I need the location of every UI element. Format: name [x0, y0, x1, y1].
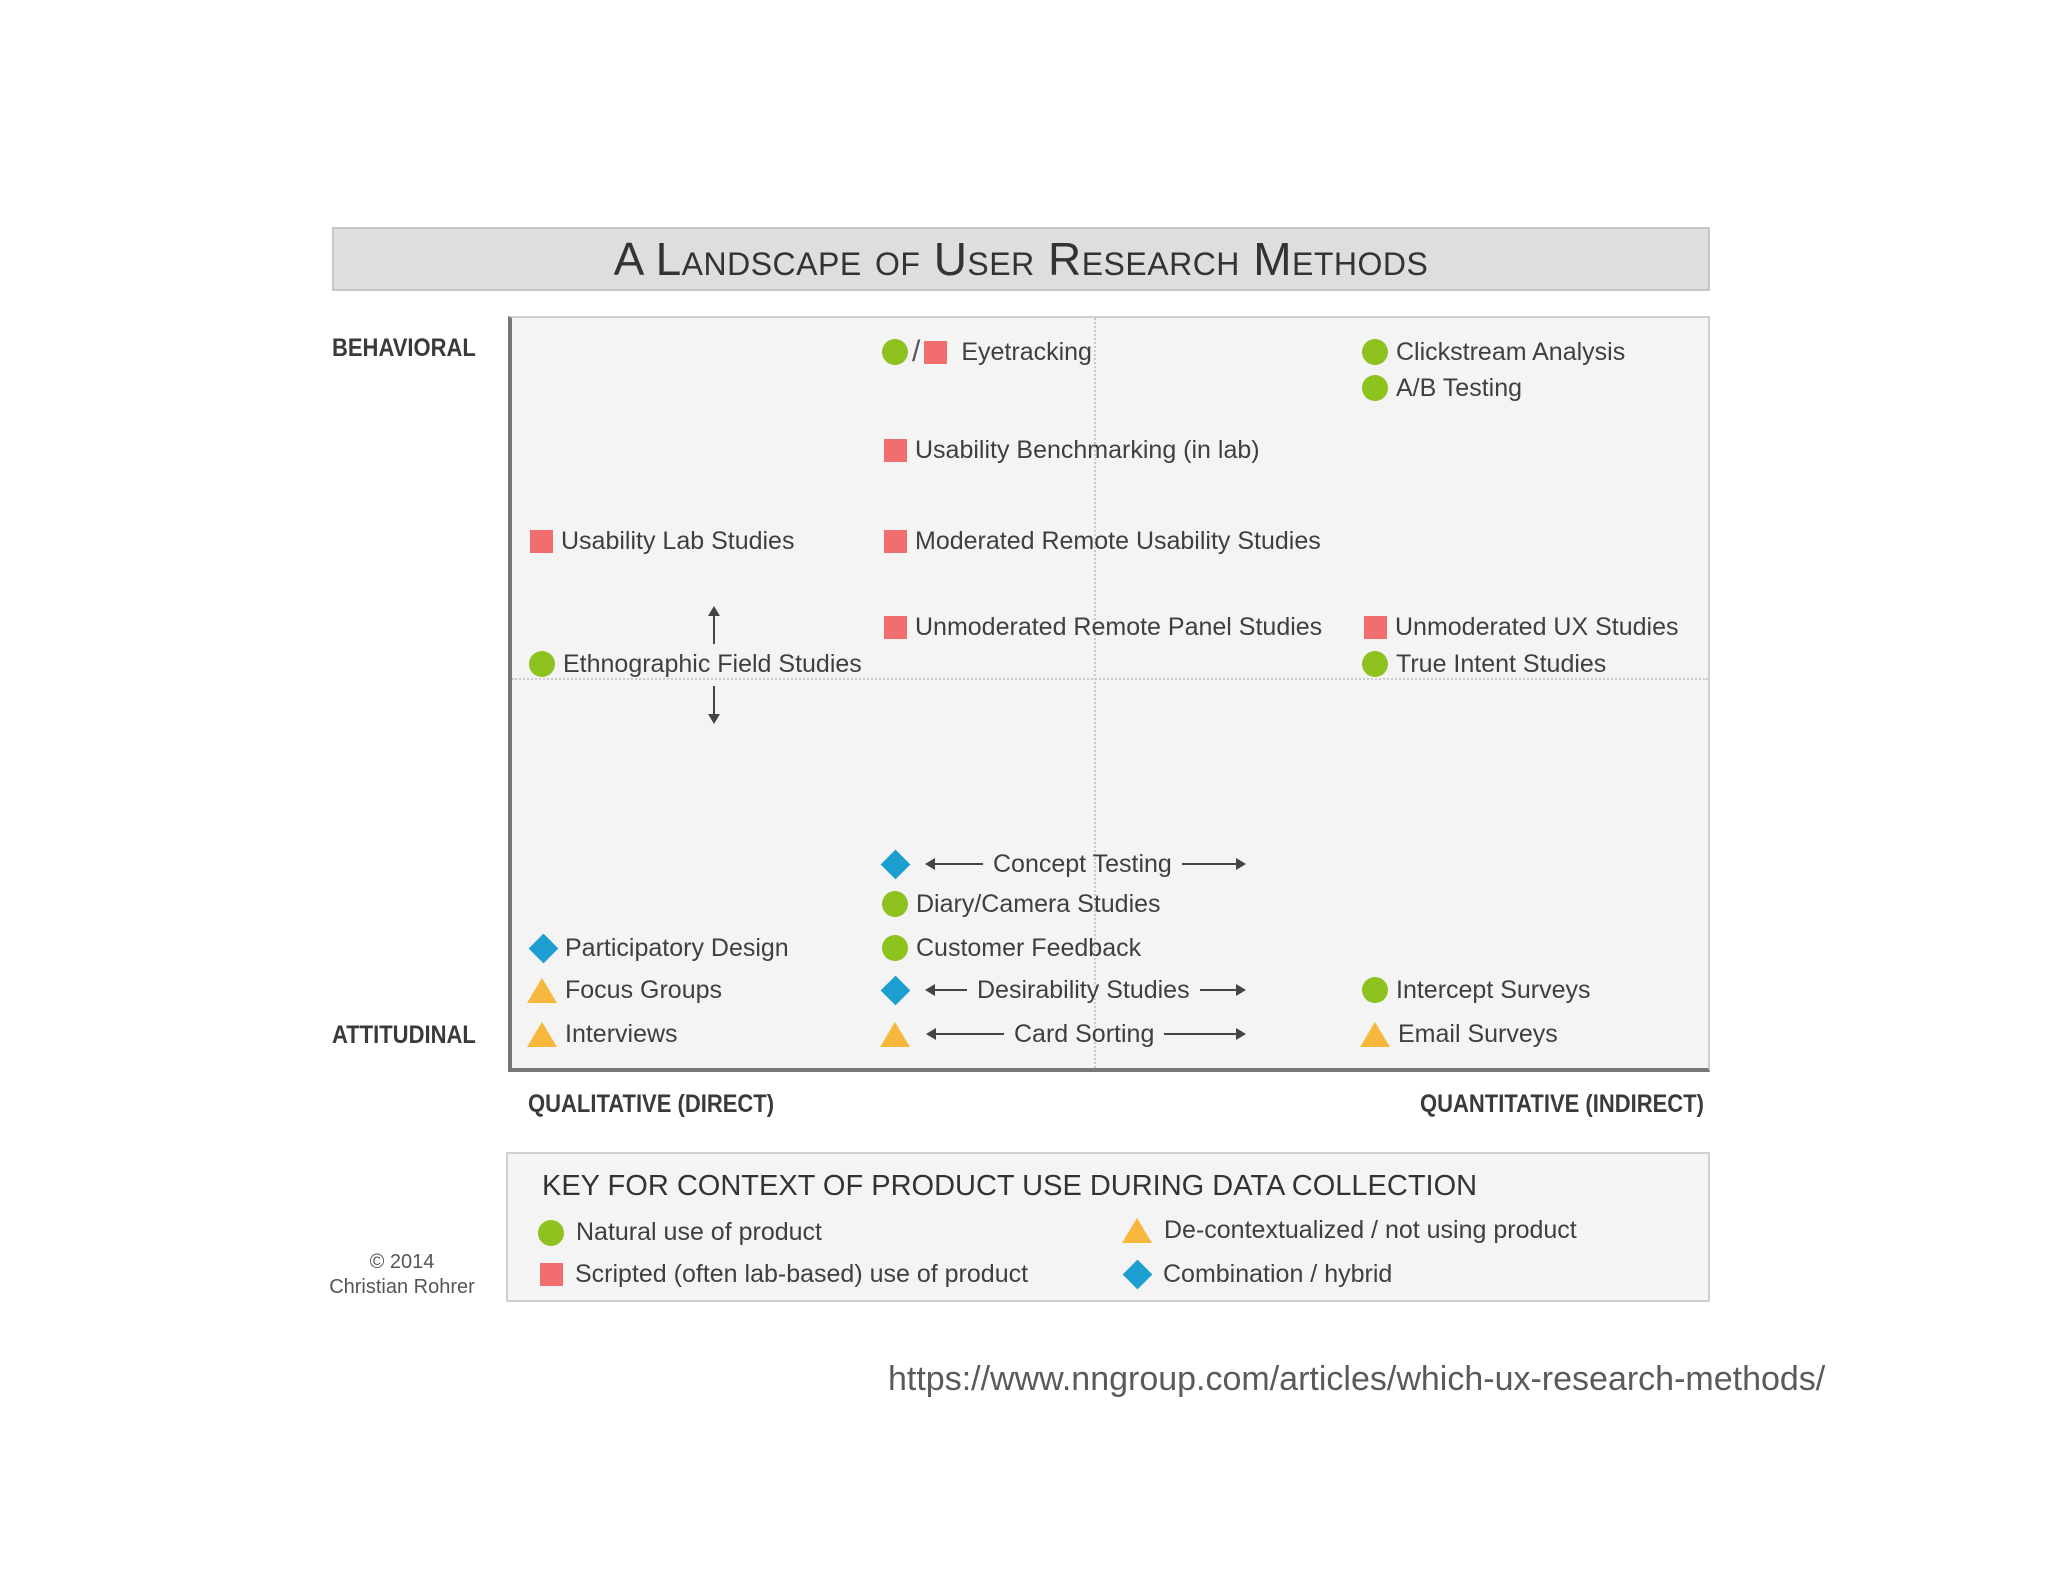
up-arrow-icon: [713, 612, 715, 644]
copyright-author: Christian Rohrer: [329, 1276, 475, 1298]
scripted-square-icon: [924, 341, 947, 364]
method-label: Ethnographic Field Studies: [563, 649, 862, 678]
method-ethnographic: [529, 647, 862, 681]
key-item-combination: [1124, 1260, 1392, 1289]
method-focus-groups: [527, 973, 722, 1007]
natural-circle-icon: [882, 891, 908, 917]
method-clickstream: [1362, 335, 1625, 369]
method-interviews: [527, 1017, 678, 1051]
method-ab-testing: [1362, 371, 1522, 405]
source-url[interactable]: https://www.nngroup.com/articles/which-ux-research-methods/: [888, 1360, 1826, 1398]
right-arrow-icon: [1164, 1033, 1244, 1035]
down-arrow-icon: [713, 686, 715, 718]
diagram-title: A Landscape of User Research Methods: [613, 233, 1429, 285]
method-desirability: [882, 973, 1254, 1007]
right-arrow-icon: [1200, 989, 1244, 991]
method-email-surveys: [1360, 1017, 1558, 1051]
key-label: Combination / hybrid: [1163, 1260, 1393, 1288]
method-label: Diary/Camera Studies: [916, 889, 1161, 918]
method-label: Focus Groups: [565, 975, 723, 1004]
slash-separator: /: [912, 335, 921, 368]
copyright-notice: [312, 1250, 492, 1300]
right-arrow-icon: [1182, 863, 1244, 865]
method-concept-testing: [882, 847, 1254, 881]
method-unmoderated-ux: [1364, 610, 1678, 644]
method-unmoderated-panel: [884, 610, 1322, 644]
method-label: Usability Benchmarking (in lab): [915, 435, 1260, 464]
scripted-square-icon: [884, 616, 907, 639]
natural-circle-icon: [538, 1220, 564, 1246]
decontextualized-triangle-icon: [1360, 1022, 1390, 1047]
decontextualized-triangle-icon: [527, 978, 557, 1003]
method-card-sorting: [880, 1017, 1254, 1051]
method-label: Unmoderated UX Studies: [1395, 612, 1679, 641]
combination-diamond-icon: [881, 849, 911, 879]
natural-circle-icon: [1362, 977, 1388, 1003]
left-arrow-icon: [928, 1033, 1004, 1035]
method-label: Desirability Studies: [977, 975, 1190, 1004]
method-label: Customer Feedback: [916, 933, 1142, 962]
method-label: Interviews: [565, 1019, 678, 1048]
natural-circle-icon: [529, 651, 555, 677]
scripted-square-icon: [540, 1263, 563, 1286]
method-moderated-remote: [884, 524, 1321, 558]
copyright-year: © 2014: [369, 1251, 435, 1273]
method-usability-benchmarking: [884, 433, 1260, 467]
method-label: True Intent Studies: [1396, 649, 1607, 678]
method-label: Email Surveys: [1398, 1019, 1558, 1048]
scripted-square-icon: [884, 439, 907, 462]
key-item-scripted: [540, 1260, 1028, 1289]
method-intercept-surveys: [1362, 973, 1591, 1007]
method-label: Usability Lab Studies: [561, 526, 795, 555]
natural-circle-icon: [1362, 339, 1388, 365]
method-label: Clickstream Analysis: [1396, 337, 1626, 366]
axis-label-qualitative: QUALITATIVE (DIRECT): [528, 1090, 775, 1118]
method-eyetracking: [882, 335, 1092, 369]
key-legend-box: [506, 1152, 1710, 1302]
method-true-intent: [1362, 647, 1606, 681]
combination-diamond-icon: [529, 933, 559, 963]
key-label: Scripted (often lab-based) use of product: [575, 1260, 1029, 1288]
method-customer-feedback: [882, 931, 1141, 965]
natural-circle-icon: [1362, 375, 1388, 401]
key-label: De-contextualized / not using product: [1164, 1216, 1577, 1244]
axis-label-quantitative: QUANTITATIVE (INDIRECT): [1420, 1090, 1704, 1118]
axis-label-attitudinal: ATTITUDINAL: [332, 1021, 476, 1049]
left-arrow-icon: [927, 989, 967, 991]
method-label: Intercept Surveys: [1396, 975, 1591, 1004]
method-label: Moderated Remote Usability Studies: [915, 526, 1321, 555]
method-label: Participatory Design: [565, 933, 789, 962]
key-title: KEY FOR CONTEXT OF PRODUCT USE DURING DATA COLLECTION: [542, 1170, 1478, 1202]
method-label: Unmoderated Remote Panel Studies: [915, 612, 1323, 641]
decontextualized-triangle-icon: [880, 1022, 910, 1047]
decontextualized-triangle-icon: [527, 1022, 557, 1047]
title-bar: [332, 227, 1710, 291]
method-label: Card Sorting: [1014, 1019, 1155, 1048]
key-label: Natural use of product: [576, 1218, 822, 1246]
left-arrow-icon: [927, 863, 983, 865]
scripted-square-icon: [884, 530, 907, 553]
combination-diamond-icon: [1123, 1260, 1153, 1290]
method-usability-lab: [530, 524, 794, 558]
natural-circle-icon: [882, 339, 908, 365]
scripted-square-icon: [1364, 616, 1387, 639]
decontextualized-triangle-icon: [1122, 1218, 1152, 1243]
key-item-natural: [538, 1218, 822, 1247]
method-participatory: [530, 931, 789, 965]
scripted-square-icon: [530, 530, 553, 553]
method-label: Concept Testing: [993, 849, 1172, 878]
axis-label-behavioral: BEHAVIORAL: [332, 334, 476, 362]
key-item-decontextualized: [1122, 1216, 1577, 1245]
combination-diamond-icon: [881, 975, 911, 1005]
method-label: Eyetracking: [961, 337, 1092, 366]
method-diary-camera: [882, 887, 1161, 921]
natural-circle-icon: [1362, 651, 1388, 677]
method-label: A/B Testing: [1396, 373, 1523, 402]
natural-circle-icon: [882, 935, 908, 961]
